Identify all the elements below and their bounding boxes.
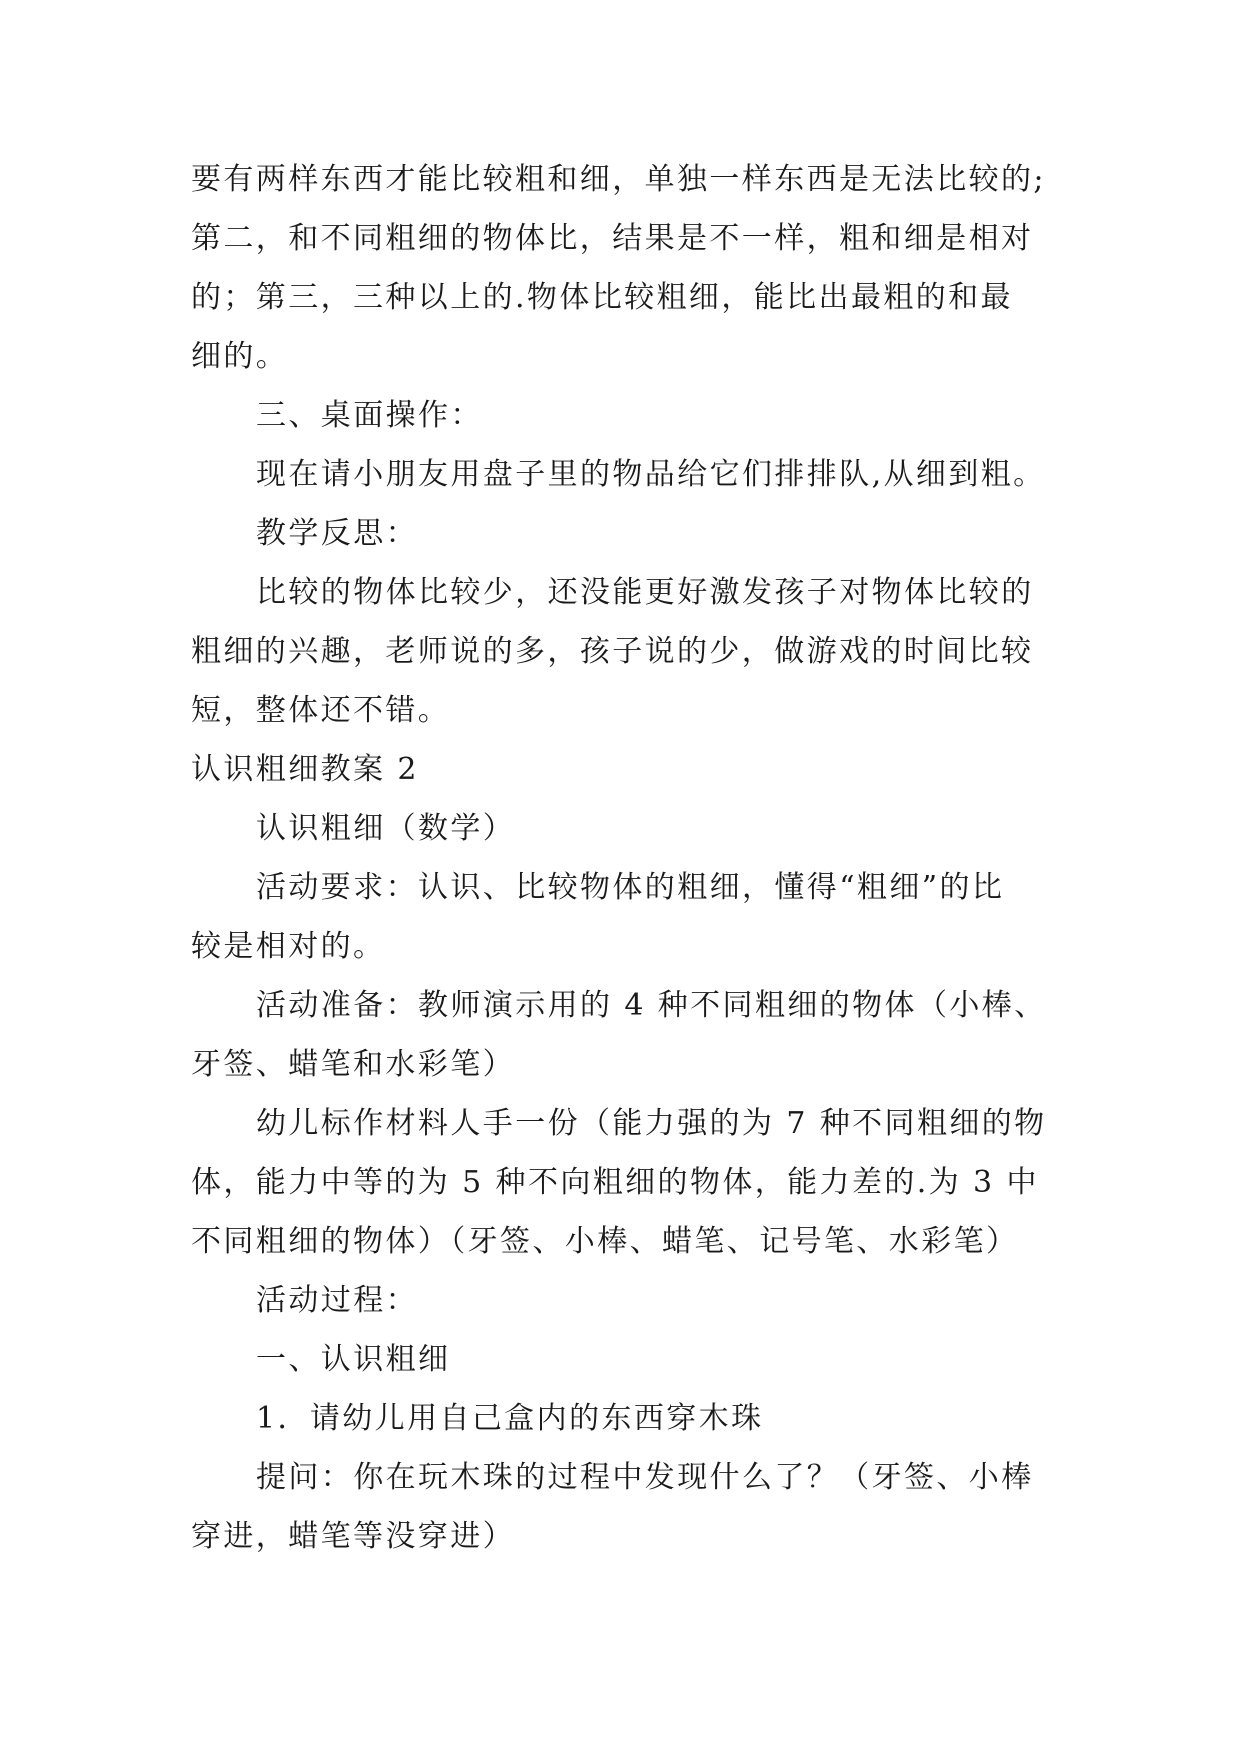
text-line: 的；第三，三种以上的.物体比较粗细，能比出最粗的和最 [191,280,1013,315]
text-line: 细的。 [191,339,289,374]
text-line: 短，整体还不错。 [191,693,451,728]
text-line: 粗细的兴趣，老师说的多，孩子说的少，做游戏的时间比较 [191,634,1034,669]
text-line: 比较的物体比较少，还没能更好激发孩子对物体比较的 [256,575,1034,610]
document-title: 认识粗细教案 2 [191,752,419,787]
text-line: 体，能力中等的为 5 种不向粗细的物体，能力差的.为 3 中 [191,1165,1039,1200]
section-heading: 教学反思： [256,516,418,551]
subtitle: 认识粗细（数学） [256,811,516,846]
text-line: 活动要求：认识、比较物体的粗细，懂得“粗细”的比 [256,870,1005,905]
section-heading: 一、认识粗细 [256,1342,451,1377]
text-line: 较是相对的。 [191,929,386,964]
text-line: 不同粗细的物体）（牙签、小棒、蜡笔、记号笔、水彩笔） [191,1224,1019,1259]
text-line: 牙签、蜡笔和水彩笔） [191,1047,515,1082]
section-heading: 三、桌面操作： [256,398,483,433]
text-line: 现在请小朋友用盘子里的物品给它们排排队,从细到粗。 [256,457,1046,492]
text-line: 幼儿标作材料人手一份（能力强的为 7 种不同粗细的物 [256,1106,1047,1141]
text-line: 1．请幼儿用自己盒内的东西穿木珠 [256,1401,764,1436]
text-line: 穿进，蜡笔等没穿进） [191,1519,515,1554]
text-line: 第二，和不同粗细的物体比，结果是不一样，粗和细是相对 [191,221,1034,256]
text-line: 提问：你在玩木珠的过程中发现什么了？（牙签、小棒 [256,1460,1034,1495]
section-heading: 活动过程： [256,1283,418,1318]
text-line: 要有两样东西才能比较粗和细，单独一样东西是无法比较的; [191,162,1046,197]
text-line: 活动准备：教师演示用的 4 种不同粗细的物体（小棒、 [256,988,1047,1023]
